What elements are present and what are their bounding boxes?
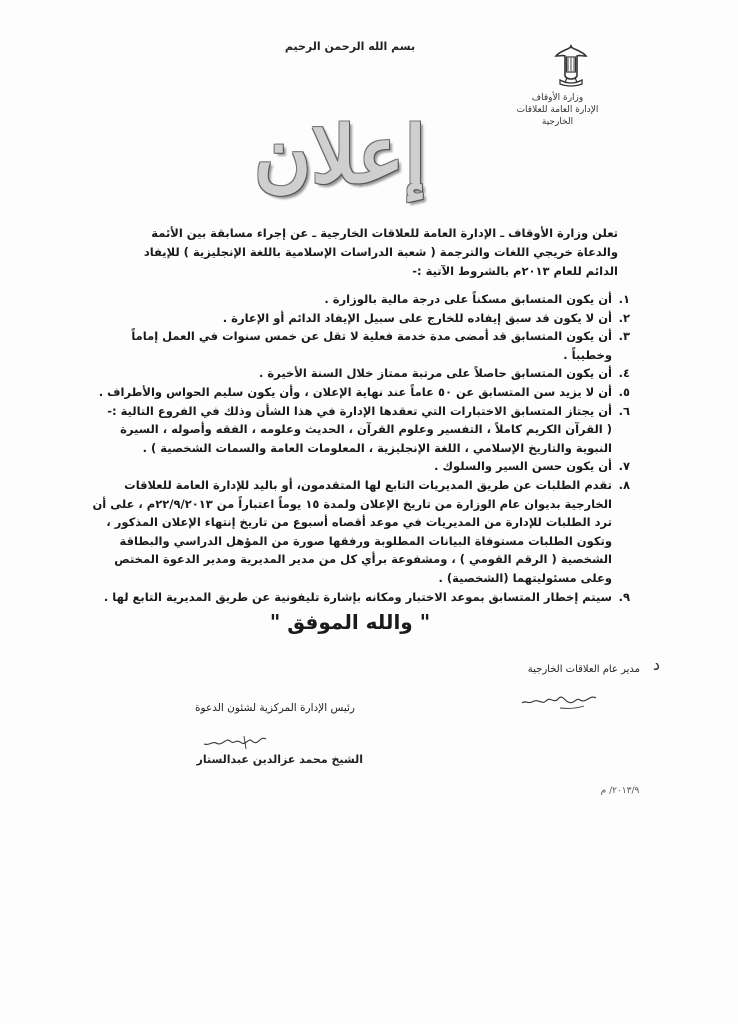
basmala: بسم الله الرحمن الرحيم	[284, 40, 416, 53]
ministry-header	[500, 92, 615, 128]
condition-item	[90, 402, 630, 458]
central-head-signature	[200, 733, 270, 753]
condition-number: ٦.	[618, 403, 630, 418]
condition-text: تقدم الطلبات عن طريق المديريات التابع لها المتقدمون، أو باليد للإدارة العامة للعلاقات الخارجية بديوان عام الوزارة من تاريخ الإعلان ولمدة ١٥ يوماً اعتباراً من ٢٢/٩/٢٠١٣م ، على أن ترد الطلبات للإدارة من المديريات في موعد أقصاه أسبوع من تاريخ إنتهاء الإعلان المذكور ، وتكون الطلبات مستوفاة البيانات المطلوبة ورفقها صورة من المؤهل الدراسي والبطاقة الشخصية ( الرقم القومي ) ، ومشفوعة برأي كل من مدير المديرية ومدير الدعوة المختص وعلى مسئوليتهما (الشخصية) .	[92, 477, 612, 585]
condition-number: ٢.	[618, 310, 630, 325]
central-head-name: الشيخ محمد عزالدين عبدالستار	[196, 753, 363, 766]
condition-number: ٤.	[618, 366, 630, 381]
condition-text: أن يكون المتسابق قد أمضى مدة خدمة فعلية لا تقل عن خمس سنوات في العمل إماماً وخطيباً .	[131, 329, 612, 362]
condition-number: ٣.	[618, 329, 630, 344]
condition-number: ١.	[618, 292, 630, 306]
condition-item	[90, 383, 630, 402]
condition-item	[90, 457, 630, 476]
closing-phrase: " والله الموفق "	[269, 610, 431, 634]
condition-item	[90, 364, 630, 383]
ministry-name: وزارة الأوقاف	[531, 93, 584, 103]
condition-number: ٩.	[618, 589, 630, 604]
document-date: ٢٠١٣/٩/ م	[600, 786, 640, 796]
condition-text: أن لا يكون قد سبق إيفاده للخارج على سبيل الإيفاد الدائم أو الإعارة .	[222, 310, 612, 325]
general-manager-title: مدير عام العلاقات الخارجية	[527, 664, 640, 675]
eagle-emblem-icon	[554, 42, 588, 88]
condition-number: ٨.	[618, 477, 630, 492]
handwritten-mark: د	[652, 655, 660, 674]
condition-item	[90, 476, 630, 588]
condition-number: ٥.	[618, 384, 630, 399]
condition-text: أن يكون حسن السير والسلوك .	[434, 459, 612, 474]
condition-text: أن يكون المتسابق مسكناً على درجة مالية بالوزارة .	[324, 292, 612, 306]
condition-text: أن لا يزيد سن المتسابق عن ٥٠ عاماً عند نهاية الإعلان ، وأن يكون سليم الحواس والأطراف .	[98, 384, 612, 399]
central-head-title: رئيس الإدارة المركزية لشئون الدعوة	[195, 702, 355, 714]
general-manager-signature	[520, 690, 600, 712]
condition-item	[90, 290, 630, 309]
condition-text: أن يكون المتسابق حاصلاً على مرتبة ممتاز خلال السنة الأخيرة .	[259, 366, 612, 381]
condition-item	[90, 327, 630, 364]
condition-text: أن يجتاز المتسابق الاختبارات التي تعقدها الإدارة في هذا الشأن وذلك في الفروع التالية :- ( القرآن الكريم كاملاً ، التفسير وعلوم القرآن ، الحديث وعلومه ، الفقه وأصوله ، السيرة النبوية والتاريخ الإسلامي ، اللغة الإنجليزية ، المعلومات العامة والسمات الشخصية ) .	[107, 403, 612, 455]
condition-item	[90, 309, 630, 328]
condition-item	[90, 588, 630, 607]
announcement-title: إعلان	[253, 110, 427, 201]
conditions-list	[90, 290, 630, 606]
department-name: الإدارة العامة للعلاقات الخارجية	[516, 105, 599, 127]
condition-text: سيتم إخطار المتسابق بموعد الاختبار ومكانه بإشارة تليفونية عن طريق المديرية التابع لها .	[103, 589, 612, 604]
condition-number: ٧.	[618, 459, 630, 474]
announcement-intro: تعلن وزارة الأوقاف ـ الإدارة العامة للعلاقات الخارجية ـ عن إجراء مسابقة بين الأئمة والدعاة خريجي اللغات والترجمة ( شعبة الدراسات الإسلامية باللغة الإنجليزية ) للإيفاد الدائم للعام ٢٠١٣م بالشروط الآتية :-	[143, 226, 618, 278]
